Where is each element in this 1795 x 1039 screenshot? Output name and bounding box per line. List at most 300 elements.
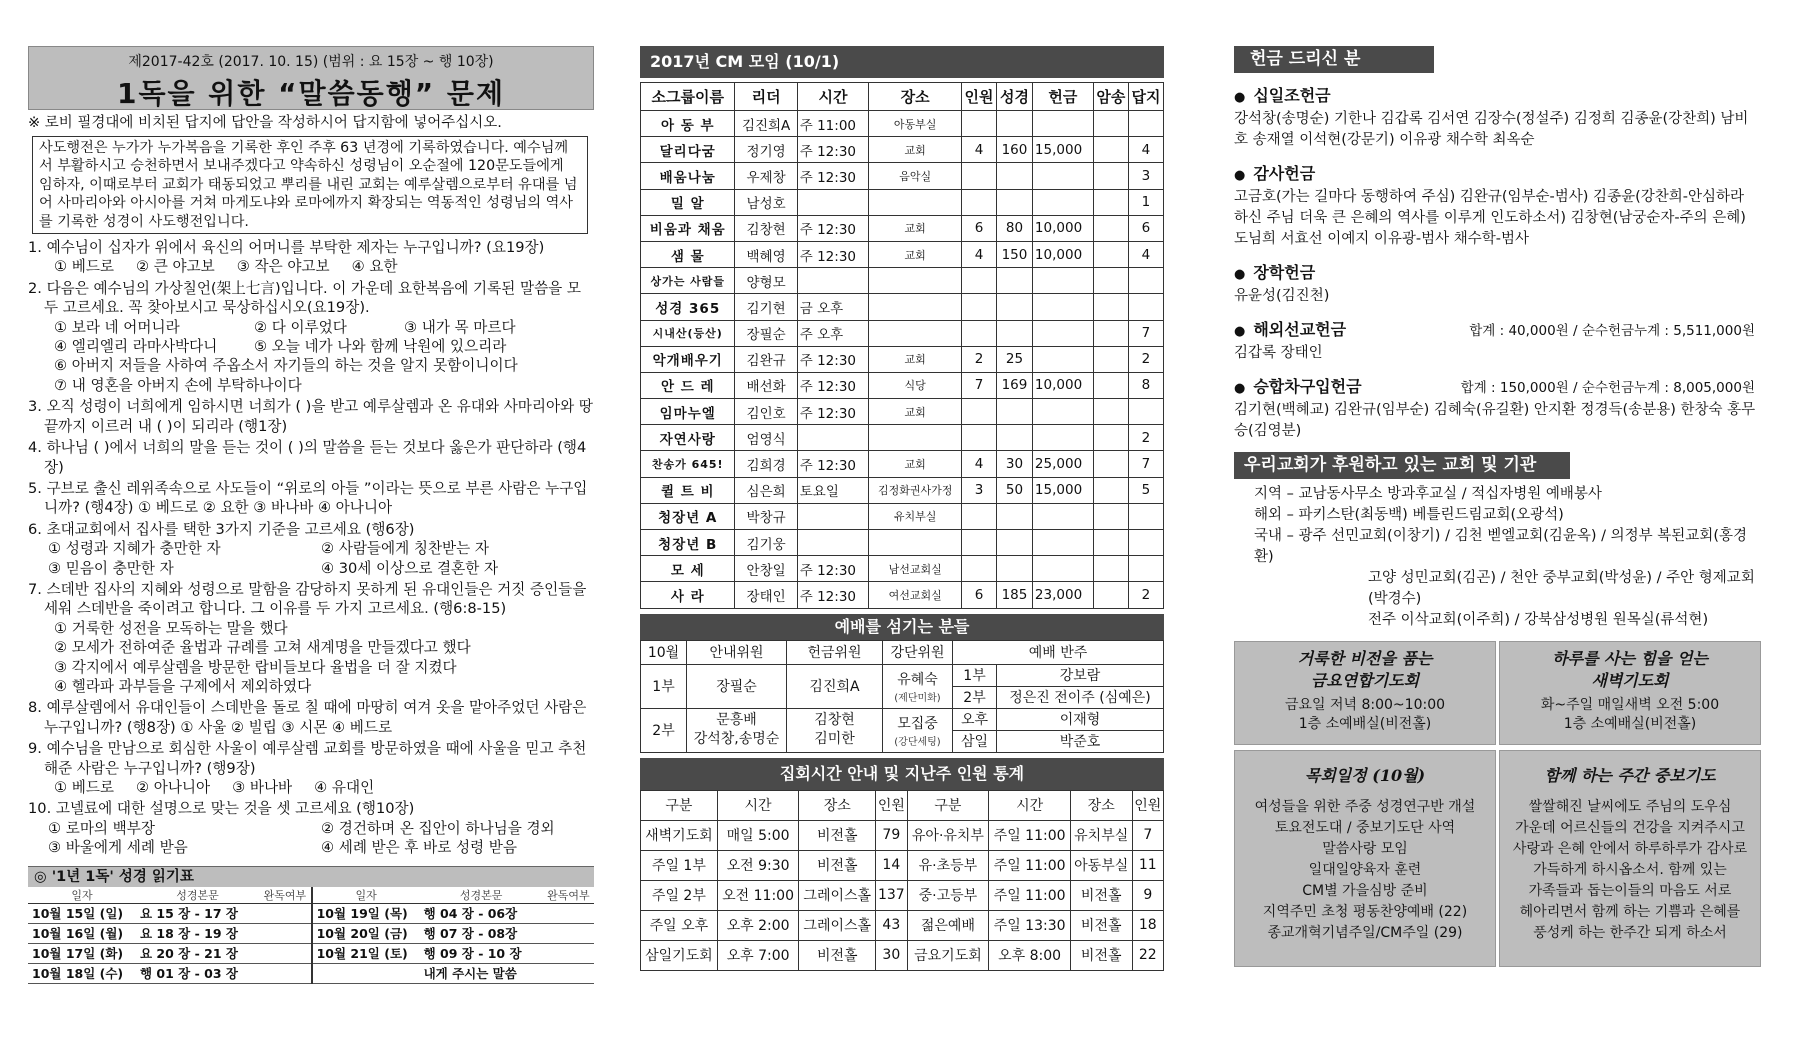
option: ① 성령과 지혜가 충만한 자: [48, 540, 221, 558]
support-line: 지역 – 교남동사무소 방과후교실 / 적십자병원 예배봉사: [1254, 486, 1602, 502]
question-text: 3. 오직 성령이 너희에게 임하시면 너희가 ( )을 받고 예루살렘과 온 유대와 사마리아와 땅 끝까지 이르러 내 ( )이 되리라 (행1장): [28, 398, 593, 435]
card-weekly-prayer: [1499, 750, 1761, 967]
cm-cell: 50: [996, 477, 1032, 503]
cm-cell: [1128, 556, 1163, 582]
meeting-cell: 주일 11:00: [989, 850, 1071, 880]
issue-line: 제2017-42호 (2017. 10. 15) (범위 : 요 15장 ~ 행 10장): [128, 54, 494, 70]
cm-row: [641, 137, 1164, 163]
cm-cell: [1093, 163, 1128, 189]
cm-row: [641, 399, 1164, 425]
card-title: 거룩한 비전을 품는 금요연합기도회: [1297, 649, 1433, 690]
cm-cell: 169: [996, 372, 1032, 398]
cm-header: 소그룹이름: [641, 83, 735, 111]
cm-cell: 주 12:30: [797, 399, 869, 425]
cm-cell: [1093, 399, 1128, 425]
cm-cell: [996, 189, 1032, 215]
cm-row: [641, 320, 1164, 346]
option: ④ 30세 이상으로 결혼한 자: [321, 559, 499, 577]
cm-cell: 15,000: [1032, 137, 1093, 163]
cm-cell: 식당: [869, 372, 962, 398]
cm-cell: 4: [961, 241, 996, 267]
option: ④ 엘리엘리 라마사박다니: [54, 338, 218, 356]
cm-cell: 6: [1128, 215, 1163, 241]
meeting-cell: 137: [876, 880, 907, 910]
meeting-cell: 유치부실: [1070, 820, 1132, 850]
question-text: 4. 하나님 ( )에서 너희의 말을 듣는 것이 ( )의 말씀을 듣는 것보다 옳은가 판단하라 (행4장): [28, 439, 587, 476]
reading-cell: 내게 주시는 말씀: [420, 963, 543, 983]
card-title: 하루를 사는 힘을 얻는 새벽기도회: [1552, 649, 1708, 690]
cm-cell: 남선교회실: [869, 556, 962, 582]
question-options: [28, 539, 594, 578]
meeting-cell: 비전홀: [1070, 910, 1132, 940]
cm-cell: 정기영: [735, 137, 797, 163]
meeting-cell: 7: [1132, 820, 1163, 850]
reading-cell: 10월 15일 (일): [28, 903, 136, 923]
acc-name: 강보람: [997, 664, 1164, 686]
cm-cell: 10,000: [1032, 372, 1093, 398]
meeting-cell: 오전 9:30: [717, 850, 799, 880]
question-options: [28, 778, 594, 797]
meeting-cell: 새벽기도회: [641, 820, 718, 850]
service-2: 2부: [641, 708, 687, 752]
meeting-header: 인원: [1132, 790, 1163, 820]
cm-table: [640, 82, 1164, 609]
cm-cell: 비움과 채움: [641, 215, 735, 241]
cm-cell: [1128, 503, 1163, 529]
option: ④ 요한: [351, 258, 398, 276]
reading-cell: 행 01 장 - 03 장: [136, 963, 259, 983]
reading-cell: 행 04 장 - 06장: [420, 903, 543, 923]
cm-cell: 주 12:30: [797, 451, 869, 477]
bullet-icon: ●: [1234, 90, 1246, 105]
altar-2: [883, 708, 953, 752]
intro-box: 사도행전은 누가가 누가복음을 기록한 후인 주후 63 년경에 기록하였습니다. 예수님께서 부활하시고 승천하면서 보내주겠다고 약속하신 성령님이 오순절에 120문도들에게 임하자, 이때로부터 교회가 태동되었고 뿌리를 내린 교회는 예루살렘으로부터 유대를 넘어 사마리아와 아시아를 거쳐 마게도냐와 로마에까지 확장되는 역동적인 성령님의 역사를 기록한 성경이 사도행전입니다.: [32, 136, 588, 234]
meeting-header: 구분: [641, 790, 718, 820]
cm-cell: 교회: [869, 399, 962, 425]
altar-1-name: 유혜숙: [897, 671, 938, 688]
guide-2: 문흥배 강석창,송명순: [687, 708, 787, 752]
acc-name: 정은진 전이주 (심예은): [997, 686, 1164, 708]
meeting-row: [641, 910, 1164, 940]
reading-cell: 10월 16일 (월): [28, 923, 136, 943]
option: ① 보라 네 어머니라: [54, 318, 180, 336]
support-line: 국내 – 광주 선민교회(이창기) / 김천 벧엘교회(김윤옥) / 의정부 복된교회(홍경환): [1254, 528, 1747, 565]
reading-header: 일자: [312, 887, 420, 904]
option: ⑥ 아버지 저들을 사하여 주옵소서 자기들의 하는 것을 알지 못함이니이다: [54, 357, 518, 375]
reading-header: 완독여부: [543, 887, 594, 904]
bullet-icon: ●: [1234, 381, 1246, 396]
acc-slot: 1부: [953, 664, 997, 686]
reading-cell: 10월 21일 (토): [312, 943, 420, 963]
reading-row: [28, 903, 594, 923]
cm-header: 장소: [869, 83, 962, 111]
cm-cell: [1128, 111, 1163, 137]
cm-cell: 김희경: [735, 451, 797, 477]
cm-cell: 금 오후: [797, 294, 869, 320]
bullet-icon: ●: [1234, 168, 1246, 183]
cm-cell: 주 12:30: [797, 241, 869, 267]
cm-cell: 주 12:30: [797, 582, 869, 608]
info-cards: [1234, 641, 1761, 967]
cm-row: [641, 451, 1164, 477]
cm-row: [641, 268, 1164, 294]
reading-cell: 요 18 장 - 19 장: [136, 923, 259, 943]
meeting-title: 집회시간 안내 및 지난주 인원 통계: [640, 758, 1164, 790]
altar-2-role: (강단세팅): [894, 736, 941, 748]
altar-2-name: 모집중: [897, 715, 938, 732]
worship-header: 안내위원: [687, 640, 787, 664]
reading-cell: [259, 923, 312, 943]
cm-cell: [996, 268, 1032, 294]
meeting-header: 인원: [876, 790, 907, 820]
question: [28, 698, 594, 737]
support-list: [1234, 484, 1761, 631]
question: [28, 580, 594, 696]
cm-cell: [1032, 268, 1093, 294]
option: ① 로마의 백부장: [48, 819, 155, 837]
cm-cell: 배선화: [735, 372, 797, 398]
reading-cell: 행 09 장 - 10 장: [420, 943, 543, 963]
reading-cell: 10월 19일 (목): [312, 903, 420, 923]
cm-header: 인원: [961, 83, 996, 111]
cm-cell: 80: [996, 215, 1032, 241]
cm-cell: [1093, 111, 1128, 137]
meeting-cell: 9: [1132, 880, 1163, 910]
support-title: 우리교회가 후원하고 있는 교회 및 기관: [1234, 452, 1570, 479]
cm-cell: 김완규: [735, 346, 797, 372]
cm-cell: [961, 399, 996, 425]
cm-cell: [1128, 268, 1163, 294]
cm-cell: [996, 556, 1032, 582]
cm-cell: [797, 189, 869, 215]
option: ④ 세례 받은 후 바로 성령 받음: [321, 839, 517, 857]
cm-cell: [1093, 582, 1128, 608]
cm-cell: [996, 294, 1032, 320]
cm-cell: 시내산(등산): [641, 320, 735, 346]
option: ① 거룩한 성전을 모독하는 말을 했다: [54, 619, 288, 637]
cm-cell: [1093, 215, 1128, 241]
offering-item: [1234, 374, 1761, 442]
card-body: 금요일 저녁 8:00~10:00 1층 소예배실(비전홀): [1284, 697, 1446, 733]
cm-cell: [869, 294, 962, 320]
acc-name: 이재형: [997, 708, 1164, 730]
reading-row: [28, 943, 594, 963]
acc-slot: 오후: [953, 708, 997, 730]
cm-cell: 찬송가 645!: [641, 451, 735, 477]
cm-cell: 사 라: [641, 582, 735, 608]
cm-cell: 4: [961, 451, 996, 477]
cm-cell: [1093, 556, 1128, 582]
cm-cell: 남성호: [735, 189, 797, 215]
meeting-cell: 18: [1132, 910, 1163, 940]
meeting-cell: 비전홀: [799, 850, 876, 880]
cm-cell: [1093, 425, 1128, 451]
cm-cell: [961, 530, 996, 556]
cm-cell: [1093, 503, 1128, 529]
question-list: [28, 238, 594, 858]
meeting-cell: 30: [876, 940, 907, 970]
cm-cell: [1032, 346, 1093, 372]
cm-cell: [1093, 320, 1128, 346]
cm-header: 답지: [1128, 83, 1163, 111]
option: ⑦ 내 영혼을 아버지 손에 부탁하나이다: [54, 376, 302, 394]
cm-row: [641, 477, 1164, 503]
reading-cell: [259, 903, 312, 923]
meeting-cell: 주일 오후: [641, 910, 718, 940]
cm-cell: 주 12:30: [797, 556, 869, 582]
meeting-cell: 삼일기도회: [641, 940, 718, 970]
reading-cell: [543, 923, 594, 943]
question-text: 8. 예루살렘에서 유대인들이 스데반을 돌로 칠 때에 마땅히 여겨 옷을 맡아주었던 사람은 누구입니까? (행8장) ① 사울 ② 빌립 ③ 시몬 ④ 베드로: [28, 699, 587, 736]
bullet-icon: ●: [1234, 324, 1246, 339]
cm-cell: 4: [961, 137, 996, 163]
cm-cell: 23,000: [1032, 582, 1093, 608]
cm-row: [641, 241, 1164, 267]
reading-cell: 10월 18일 (수): [28, 963, 136, 983]
option: ③ 바울에게 세례 받음: [48, 839, 188, 857]
cm-cell: 아동부실: [869, 111, 962, 137]
cm-cell: 3: [1128, 163, 1163, 189]
cm-row: [641, 294, 1164, 320]
cm-cell: [1128, 399, 1163, 425]
cm-cell: [1032, 503, 1093, 529]
question-options: [28, 318, 594, 396]
cm-cell: 6: [961, 582, 996, 608]
cm-cell: 15,000: [1032, 477, 1093, 503]
reading-cell: [259, 963, 312, 983]
altar-1-role: (제단미화): [894, 692, 941, 704]
cm-cell: [1128, 294, 1163, 320]
meeting-cell: 유·초등부: [907, 850, 989, 880]
option: ③ 내가 목 마르다: [404, 318, 516, 336]
offering-item: [1234, 161, 1761, 250]
reading-header: 완독여부: [259, 887, 312, 904]
offering-names: 김갑록 장태인: [1234, 345, 1323, 361]
cm-cell: 150: [996, 241, 1032, 267]
cm-cell: [961, 503, 996, 529]
cm-header: 암송: [1093, 83, 1128, 111]
cm-cell: 25: [996, 346, 1032, 372]
question-text: 9. 예수님을 만남으로 회심한 사울이 예루살렘 교회를 방문하였을 때에 사울을 믿고 추천해준 사람은 누구입니까? (행9장): [28, 740, 587, 777]
meeting-cell: 비전홀: [799, 820, 876, 850]
reading-header: 일자: [28, 887, 136, 904]
offering-sum: 합계 : 150,000원 / 순수헌금누계 : 8,005,000원: [1460, 380, 1755, 396]
option: ② 경건하며 온 집안이 하나님을 경외: [321, 819, 555, 837]
cm-row: [641, 163, 1164, 189]
cm-cell: 10,000: [1032, 215, 1093, 241]
reading-cell: [312, 963, 420, 983]
cm-header: 성경: [996, 83, 1032, 111]
meeting-cell: 오후 7:00: [717, 940, 799, 970]
altar-1: [883, 664, 953, 708]
option: ① 베드로: [54, 779, 115, 796]
cm-cell: 30: [996, 451, 1032, 477]
cm-cell: 장태인: [735, 582, 797, 608]
worship-table: [640, 640, 1164, 753]
card-body: 화~주일 매일새벽 오전 5:00 1층 소예배실(비전홀): [1540, 697, 1720, 733]
question: [28, 397, 594, 436]
question-text: 5. 구브로 출신 레위족속으로 사도들이 “위로의 아들 ”이라는 뜻으로 부른 사람은 누구입니까? (행4장) ① 베드로 ② 요한 ③ 바나바 ④ 아나니아: [28, 479, 588, 517]
cm-row: [641, 503, 1164, 529]
option: ② 다 이루었다: [254, 318, 347, 336]
cm-cell: 주 12:30: [797, 372, 869, 398]
reading-cell: 행 07 장 - 08장: [420, 923, 543, 943]
support-line: 전주 이삭교회(이주희) / 강북삼성병원 원목실(류석현): [1368, 612, 1709, 628]
cm-cell: 양형모: [735, 268, 797, 294]
option: ③ 작은 야고보: [236, 258, 330, 276]
cm-cell: 토요일: [797, 477, 869, 503]
meeting-cell: 주일 11:00: [989, 820, 1071, 850]
cm-cell: 교회: [869, 346, 962, 372]
meeting-cell: 아동부실: [1070, 850, 1132, 880]
cm-cell: 7: [1128, 320, 1163, 346]
question: [28, 520, 594, 578]
cm-cell: 아 동 부: [641, 111, 735, 137]
offering-heading: [1234, 83, 1761, 106]
reading-cell: [543, 963, 594, 983]
guide-1: 장필순: [687, 664, 787, 708]
worship-header: 10월: [641, 640, 687, 664]
cm-cell: 25,000: [1032, 451, 1093, 477]
cm-cell: 성경 365: [641, 294, 735, 320]
cm-cell: 3: [961, 477, 996, 503]
instruction: ※ 로비 필경대에 비치된 답지에 답안을 작성하시어 답지함에 넣어주십시오.: [28, 115, 502, 131]
cm-cell: 김기웅: [735, 530, 797, 556]
cm-cell: [1032, 399, 1093, 425]
option: ④ 헬라파 과부들을 구제에서 제외하였다: [54, 677, 312, 695]
meeting-cell: 오후 8:00: [989, 940, 1071, 970]
bullet-icon: ●: [1234, 267, 1246, 282]
reading-row: [28, 963, 594, 983]
cm-title: 2017년 CM 모임 (10/1): [640, 46, 1164, 78]
offering-item: [1234, 83, 1761, 151]
cm-cell: [961, 163, 996, 189]
cm-row: [641, 556, 1164, 582]
cm-header: 시간: [797, 83, 869, 111]
question: [28, 479, 594, 518]
cm-cell: 상가는 사람들: [641, 268, 735, 294]
cm-cell: [1032, 530, 1093, 556]
cm-cell: 여선교회실: [869, 582, 962, 608]
meeting-header: 시간: [717, 790, 799, 820]
offering-heading: [1234, 317, 1761, 340]
meeting-header: 장소: [1070, 790, 1132, 820]
reading-cell: [259, 943, 312, 963]
meeting-header: 장소: [799, 790, 876, 820]
question: [28, 238, 594, 277]
cm-cell: 10,000: [1032, 241, 1093, 267]
offering-item: [1234, 317, 1761, 364]
cm-cell: [996, 530, 1032, 556]
option: ② 아나니아: [136, 779, 211, 796]
cm-row: [641, 530, 1164, 556]
question: [28, 279, 594, 395]
meeting-cell: 그레이스홀: [799, 910, 876, 940]
cm-cell: [1128, 530, 1163, 556]
cm-cell: 엄영식: [735, 425, 797, 451]
cm-row: [641, 215, 1164, 241]
service-1: 1부: [641, 664, 687, 708]
cm-header: 헌금: [1032, 83, 1093, 111]
cm-cell: 임마누엘: [641, 399, 735, 425]
offering-column: [1234, 46, 1761, 967]
cm-cell: 6: [961, 215, 996, 241]
cm-cell: [961, 556, 996, 582]
reading-header: 성경본문: [136, 887, 259, 904]
meeting-cell: 14: [876, 850, 907, 880]
offer-1: 김진희A: [787, 664, 883, 708]
offering-list: [1234, 83, 1761, 442]
meeting-row: [641, 940, 1164, 970]
cm-cell: 교회: [869, 451, 962, 477]
cm-cell: 7: [961, 372, 996, 398]
option: ② 모세가 전하여준 율법과 규례를 고쳐 새계명을 만들겠다고 했다: [54, 639, 471, 657]
reading-table: [28, 887, 594, 984]
card-title: 함께 하는 주간 중보기도: [1544, 766, 1716, 785]
cm-cell: 4: [1128, 241, 1163, 267]
cm-cell: 심은희: [735, 477, 797, 503]
meeting-cell: 주일 2부: [641, 880, 718, 910]
cm-cell: 8: [1128, 372, 1163, 398]
cm-cell: [961, 189, 996, 215]
cm-cell: [961, 320, 996, 346]
reading-cell: 요 15 장 - 17 장: [136, 903, 259, 923]
meeting-cell: 79: [876, 820, 907, 850]
cm-cell: 달리다굼: [641, 137, 735, 163]
cm-cell: [1093, 530, 1128, 556]
worship-title: 예배를 섬기는 분들: [640, 614, 1164, 640]
cm-cell: 주 11:00: [797, 111, 869, 137]
reading-cell: [543, 903, 594, 923]
cm-cell: [996, 503, 1032, 529]
offering-heading: [1234, 260, 1761, 283]
option: ② 큰 야고보: [136, 258, 215, 276]
cm-cell: 샘 물: [641, 241, 735, 267]
cm-cell: 김정화권사가정: [869, 477, 962, 503]
cm-row: [641, 425, 1164, 451]
cm-cell: 1: [1128, 189, 1163, 215]
worship-header: 강단위원: [883, 640, 953, 664]
meeting-cell: 43: [876, 910, 907, 940]
reading-title: ◎ '1년 1독' 성경 읽기표: [28, 866, 594, 887]
cm-cell: 김진희A: [735, 111, 797, 137]
cm-cell: 밀 알: [641, 189, 735, 215]
question-text: 7. 스데반 집사의 지혜와 성령으로 말함을 감당하지 못하게 된 유대인들은 거짓 증인들을 세워 스데반을 죽이려고 합니다. 그 이유를 두 가지 고르세요. (행6:8-15): [28, 580, 587, 618]
cm-cell: [1093, 346, 1128, 372]
cm-cell: 안 드 레: [641, 372, 735, 398]
question: [28, 438, 594, 477]
cm-cell: 4: [1128, 137, 1163, 163]
cm-cell: 김기현: [735, 294, 797, 320]
acc-slot: 2부: [953, 686, 997, 708]
cm-cell: [1032, 556, 1093, 582]
cm-cell: [1093, 294, 1128, 320]
cm-cell: [996, 111, 1032, 137]
cm-cell: 2: [1128, 425, 1163, 451]
card-dawn-prayer: [1499, 641, 1761, 745]
cm-cell: 청장년 A: [641, 503, 735, 529]
meeting-cell: 오후 2:00: [717, 910, 799, 940]
offering-names: 고금호(가는 길마다 동행하여 주심) 김완규(임부순-범사) 김종윤(강찬희-안심하라 하신 주님 더욱 큰 은혜의 역사를 이루게 인도하소서) 김창현(남궁순자-주의 은혜) 도님희 서효선 이예지 이유광-범사 채수학-범사: [1234, 189, 1746, 247]
cm-cell: 5: [1128, 477, 1163, 503]
offering-sum: 합계 : 40,000원 / 순수헌금누계 : 5,511,000원: [1469, 323, 1755, 339]
cm-cell: [961, 111, 996, 137]
card-body: 쌀쌀해진 날씨에도 주님의 도우심 가운데 어르신들의 건강을 지켜주시고 사랑과 은혜 안에서 하루하루가 감사로 가득하게 하시옵소서. 함께 있는 가족들과 돕는이들의 마음도 서로 헤아리면서 함께 하는 기쁨과 은혜를 풍성케 하는 한주간 되게 하소서: [1512, 799, 1748, 941]
meeting-cell: 유아·유치부: [907, 820, 989, 850]
acc-name: 박준호: [997, 730, 1164, 752]
cm-cell: [1032, 189, 1093, 215]
meeting-header: 시간: [989, 790, 1071, 820]
